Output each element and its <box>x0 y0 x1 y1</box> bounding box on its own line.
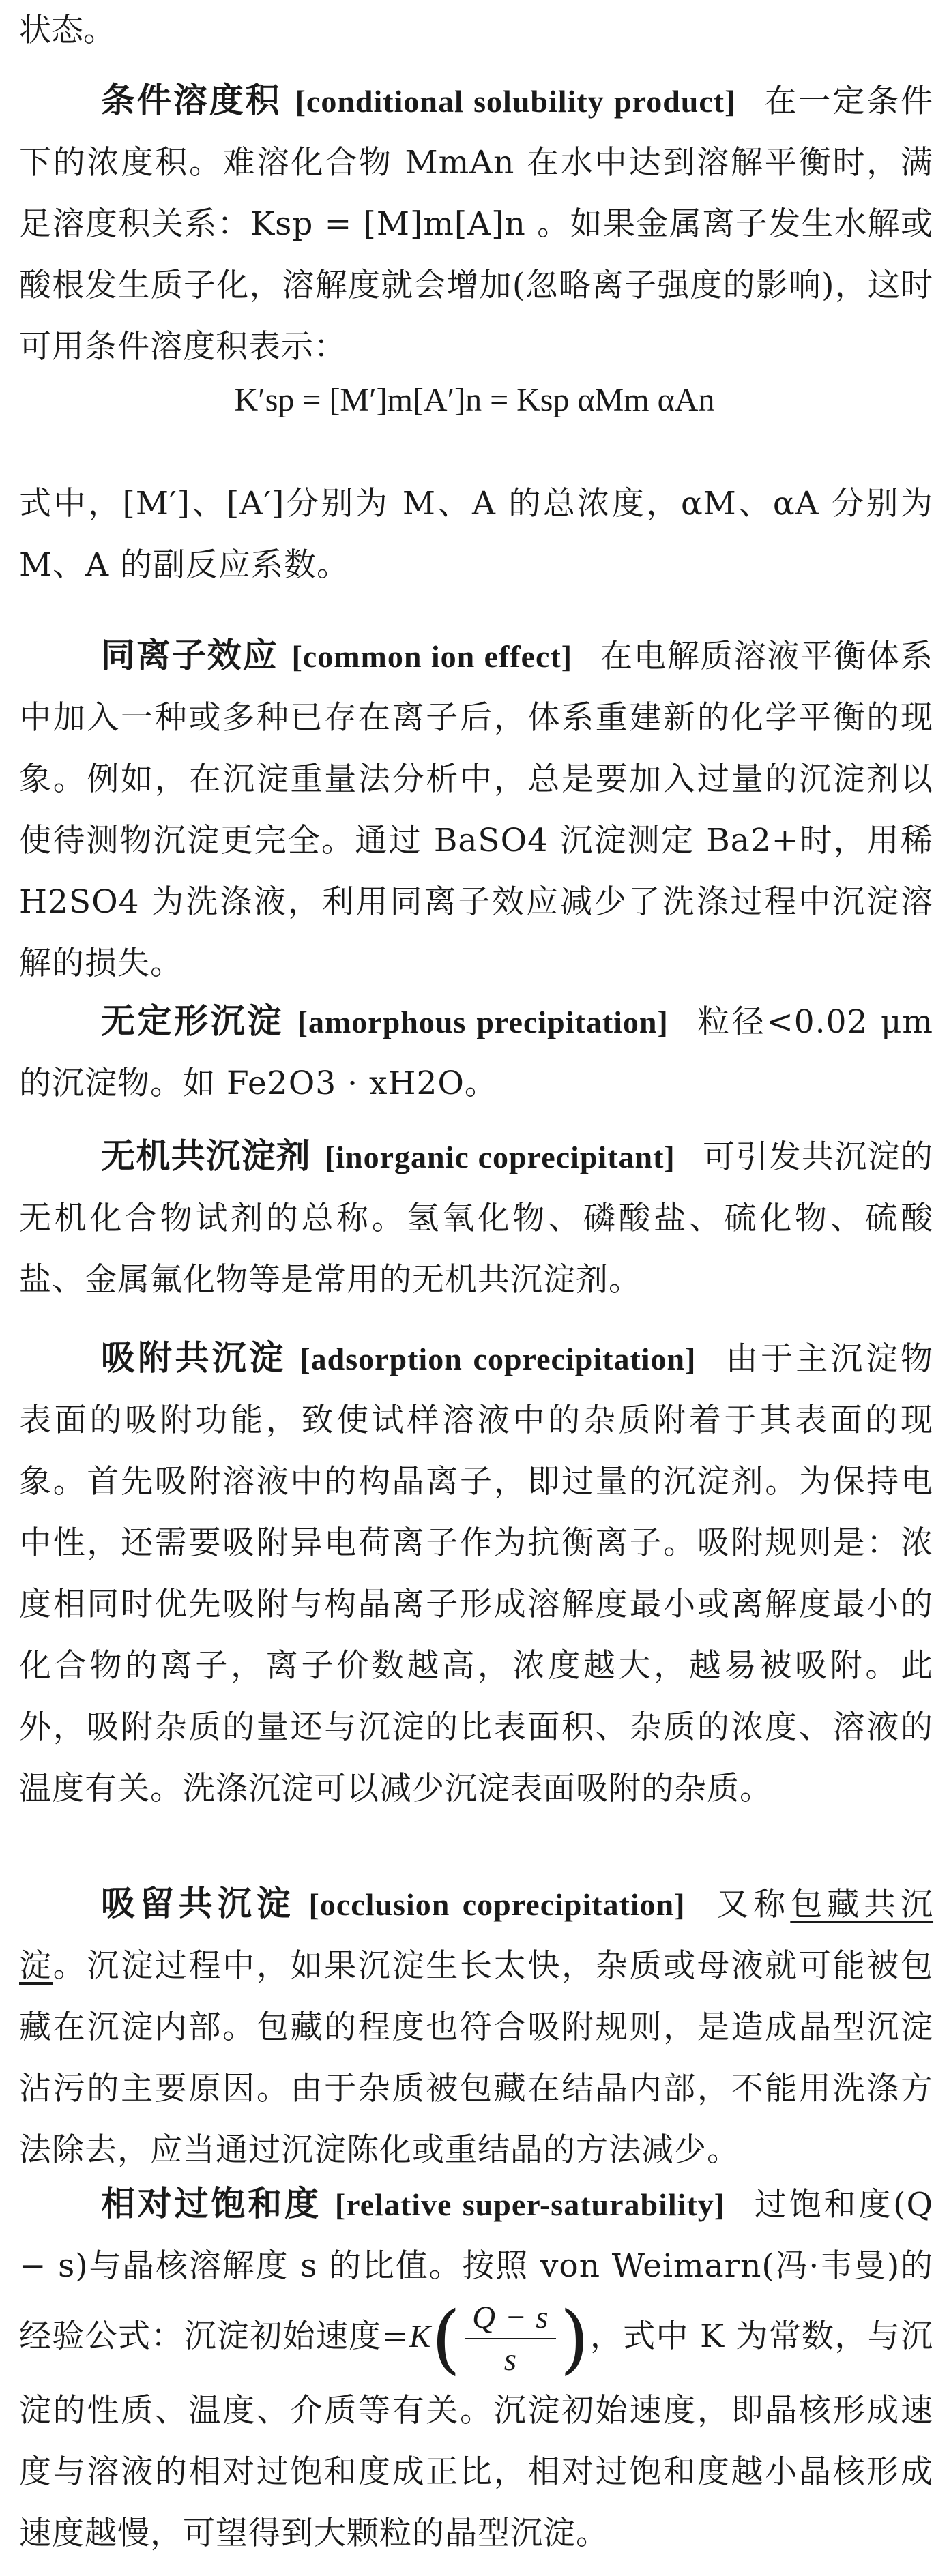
entry-term: 条件溶度积 <box>101 80 282 120</box>
entry-english: [relative super-saturability] <box>334 2187 726 2222</box>
weimarn-formula: K( $\frac{Q - s}{s}$ ) <box>409 2295 590 2382</box>
entry-term: 同离子效应 <box>101 636 278 675</box>
entry-conditional-solubility-product <box>19 70 933 378</box>
cross-reference-link[interactable]: 包藏共沉淀 <box>19 1886 934 1985</box>
entry-body: 在一定条件下的浓度积。难溶化合物 MmAn 在水中达到溶解平衡时，满足溶度积关系：Ksp = [M]m[A]n 。如果金属离子发生水解或酸根发生质子化，溶解度就会增加(忽略离子强度的影响)，这时可用条件溶度积表示： <box>19 83 934 366</box>
formula-conditional-ksp: K′sp = [M′]m[A′]n = Ksp αMm αAn <box>234 382 715 418</box>
entry-common-ion-effect <box>19 625 933 994</box>
entry-body: 可引发共沉淀的无机化合物试剂的总称。氢氧化物、磷酸盐、硫化物、硫酸盐、金属氟化物等是常用的无机共沉淀剂。 <box>19 1138 934 1299</box>
intro-tail: 状态。 <box>19 12 115 49</box>
entry-english: [conditional solubility product] <box>295 84 736 119</box>
entry-english: [inorganic coprecipitant] <box>324 1140 675 1174</box>
entry-english: [amorphous precipitation] <box>297 1005 669 1039</box>
entry-term: 吸留共沉淀 <box>101 1884 295 1923</box>
entry-term: 无机共沉淀剂 <box>101 1136 311 1176</box>
entry-body: 由于主沉淀物表面的吸附功能，致使试样溶液中的杂质附着于其表面的现象。首先吸附溶液中的构晶离子，即过量的沉淀剂。为保持电中性，还需要吸附异电荷离子作为抗衡离子。吸附规则是：浓度相同时优先吸附与构晶离子形成溶解度最小或离解度最小的化合物的离子，离子价数越高，浓度越大，越易被吸附。此外，吸附杂质的量还与沉淀的比表面积、杂质的浓度、溶液的温度有关。洗涤沉淀可以减少沉淀表面吸附的杂质。 <box>19 1340 934 1807</box>
entry-body-cont: ，式中 K 为常数，与沉淀的性质、温度、介质等有关。沉淀初始速度，即晶核形成速度与溶液的相对过饱和度成正比，相对过饱和度越小晶核形成速度越慢，可望得到大颗粒的晶型沉淀。 <box>19 2318 933 2552</box>
entry-body: 在电解质溶液平衡体系中加入一种或多种已存在离子后，体系重建新的化学平衡的现象。例如，在沉淀重量法分析中，总是要加入过量的沉淀剂以使待测物沉淀更完全。通过 BaSO4 沉淀测定 Ba2+时，用稀 H2SO4 为洗涤液，利用同离子效应减少了洗涤过程中沉淀溶解的损失。 <box>19 638 934 982</box>
entry-english: [common ion effect] <box>291 639 573 674</box>
entry-amorphous-precipitation <box>19 990 933 1114</box>
entry-body: 。沉淀过程中，如果沉淀生长太快，杂质或母液就可能被包藏在沉淀内部。包藏的程度也符合吸附规则，是造成晶型沉淀沾污的主要原因。由于杂质被包藏在结晶内部，不能用洗涤方法除去，应当通过沉淀陈化或重结晶的方法减少。 <box>19 1947 934 2169</box>
entry-inorganic-coprecipitant <box>19 1125 933 1311</box>
entry-body: 过饱和度(Q − s)与晶核溶解度 s 的比值。按照 von Weimarn(冯·韦曼)的经验公式：沉淀初始速度= <box>19 2186 933 2355</box>
entry-english: [adsorption coprecipitation] <box>300 1342 697 1376</box>
entry-term: 无定形沉淀 <box>101 1001 284 1041</box>
entry-term: 相对过饱和度 <box>101 2184 321 2223</box>
entry-occlusion-coprecipitation <box>19 1873 933 2181</box>
entry-body-pre: 又称 <box>712 1886 791 1923</box>
entry-english: [occlusion coprecipitation] <box>308 1887 686 1922</box>
entry-adsorption-coprecipitation <box>19 1327 933 1820</box>
entry-after-text: 式中，[M′]、[A′]分别为 M、A 的总浓度，αM、αA 分别为 M、A 的副反应系数。 <box>19 485 933 584</box>
entry-relative-super-saturability <box>19 2173 933 2564</box>
entry-body: 粒径<0.02 μm的沉淀物。如 Fe2O3 · xH2O。 <box>19 1003 934 1102</box>
entry-term: 吸附共沉淀 <box>101 1338 287 1378</box>
